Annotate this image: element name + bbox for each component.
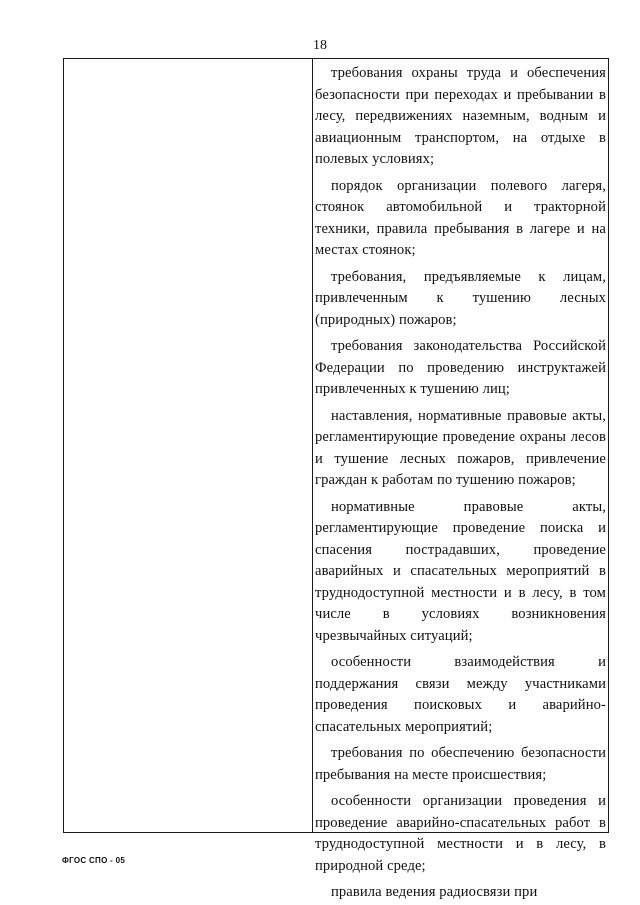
- requirement-paragraph: особенности организации проведения и проведение аварийно-спасательных работ в труднодоступной местности и в лесу, в природной среде;: [315, 793, 606, 874]
- requirement-paragraph: наставления, нормативные правовые акты, регламентирующие проведение охраны лесов и тушение лесных пожаров, привлечение граждан к работам по тушению пожаров;: [315, 407, 606, 488]
- right-column-cell: [313, 59, 608, 900]
- requirement-paragraph: требования по обеспечению безопасности пребывания на месте происшествия;: [315, 745, 606, 783]
- requirement-paragraph: требования законодательства Российской Федерации по проведению инструктажей привлеченных к тушению лиц;: [315, 338, 606, 397]
- requirement-paragraph: правила ведения радиосвязи при: [331, 884, 538, 900]
- requirement-paragraph: требования, предъявляемые к лицам, привлеченным к тушению лесных (природных) пожаров;: [315, 268, 606, 328]
- requirement-paragraph: нормативные правовые акты, регламентирующие проведение поиска и спасения пострадавших, проведение аварийных и спасательных мероприятий в труднодоступной местности и в лесу, в том числе в условиях возникновения чрезвычайных ситуаций;: [315, 498, 606, 644]
- requirement-paragraph: порядок организации полевого лагеря, стоянок автомобильной и тракторной техники, правила пребывания в лагере и на местах стоянок;: [315, 177, 606, 258]
- page-number: 18: [313, 38, 327, 53]
- requirement-paragraph: особенности взаимодействия и поддержания связи между участниками проведения поисковых и аварийно-спасательных мероприятий;: [315, 654, 606, 735]
- document-footer: ФГОС СПО - 05: [62, 856, 126, 865]
- requirement-paragraph: требования охраны труда и обеспечения безопасности при переходах и пребывании в лесу, передвижениях наземным, водным и авиационным транспортом, на отдыхе в полевых условиях;: [315, 65, 606, 167]
